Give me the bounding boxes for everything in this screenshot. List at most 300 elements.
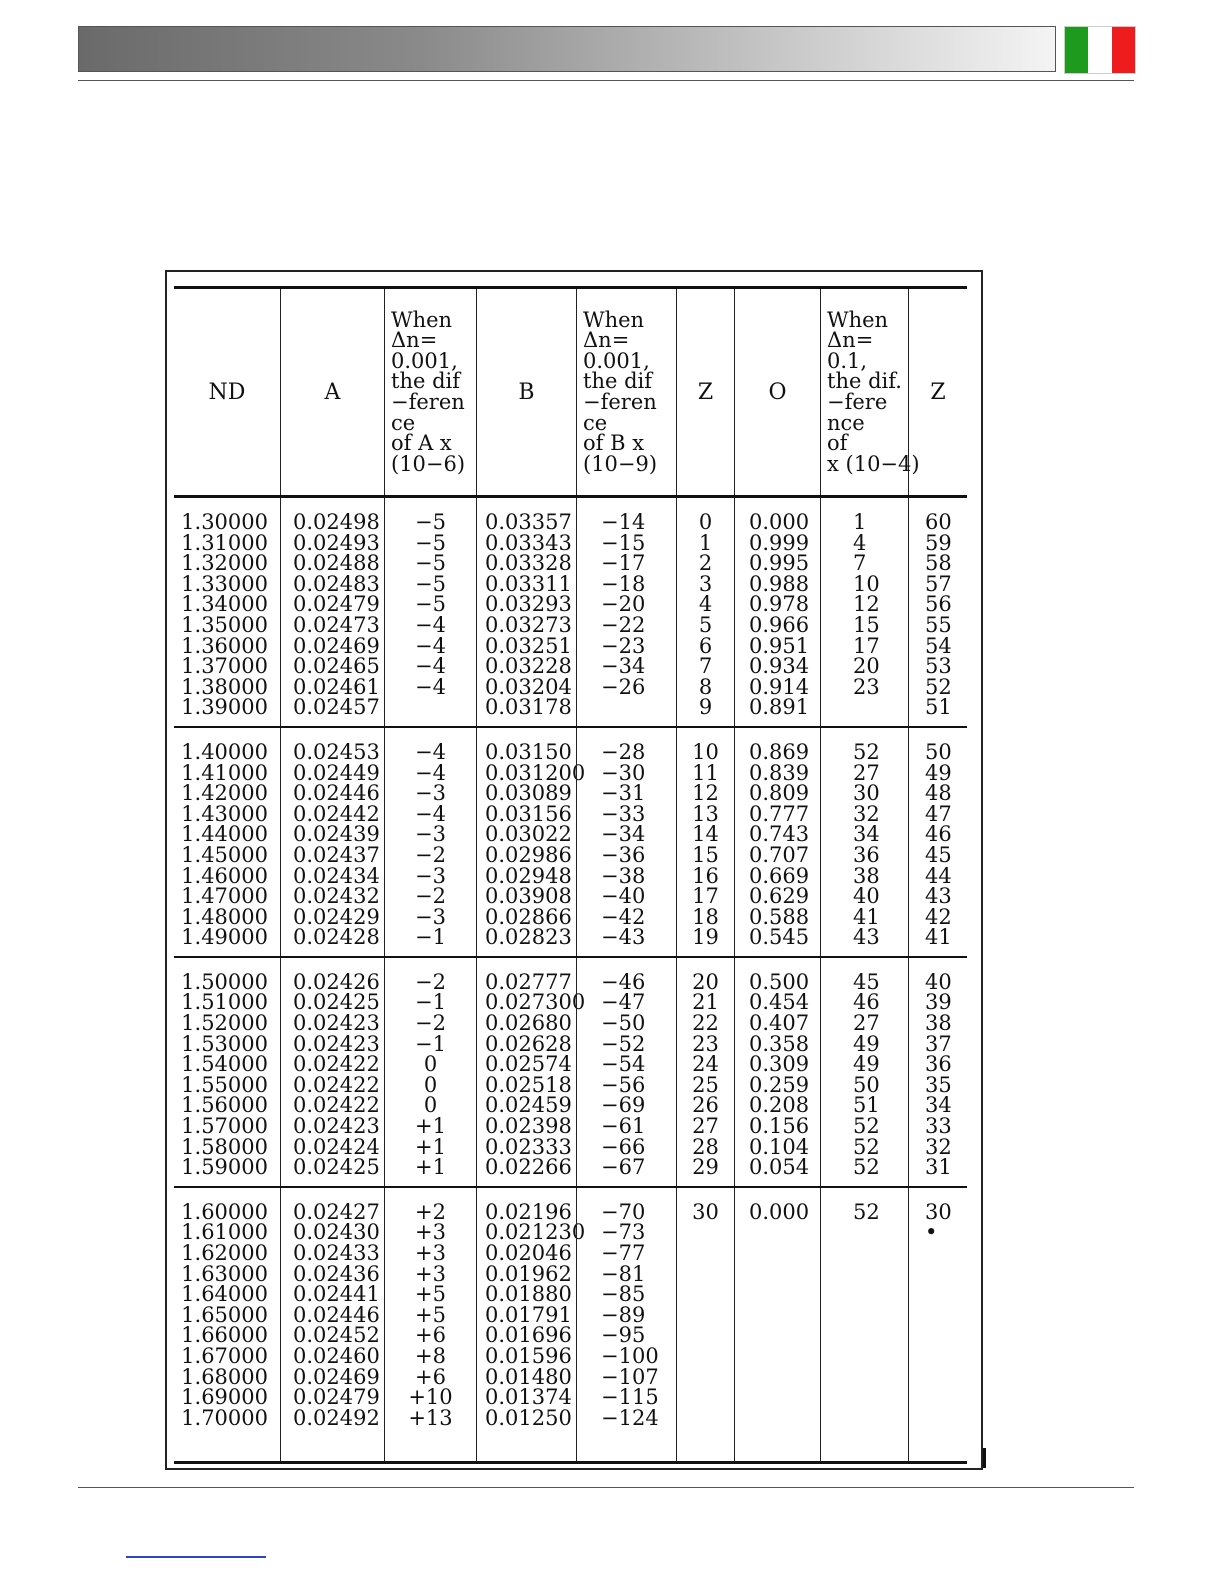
- table-cell: −50: [601, 1011, 646, 1036]
- table-cell: 0.02446: [293, 781, 380, 806]
- table-cell: −5: [415, 530, 446, 555]
- table-cell: 1.42000: [181, 781, 268, 806]
- column-o: [734, 958, 820, 1186]
- table-cell: 0.031200: [485, 760, 586, 785]
- scanned-table-image: [165, 270, 983, 1470]
- table-cell: 0.809: [749, 781, 810, 806]
- table-cell: 0.02473: [293, 612, 380, 637]
- table-cell: −4: [415, 633, 446, 658]
- table-cell: 22: [692, 1011, 719, 1036]
- table-cell: 41: [925, 925, 952, 950]
- table-cell: 37: [925, 1031, 952, 1056]
- table-cell: 0.02434: [293, 863, 380, 888]
- table-cell: 7: [698, 654, 713, 679]
- table-cell: 0.03343: [485, 530, 572, 555]
- table-cell: −4: [415, 654, 446, 679]
- table-cell: −17: [601, 551, 646, 576]
- column-dx: [820, 498, 908, 726]
- table-cell: 0.02428: [293, 925, 380, 950]
- table-cell: −47: [601, 990, 646, 1015]
- table-cell: 0.03251: [485, 633, 572, 658]
- table-cell: 0.02436: [293, 1261, 380, 1286]
- table-cell: 0.02426: [293, 969, 380, 994]
- column-b: [476, 498, 576, 726]
- table-cell: 30: [853, 781, 880, 806]
- table-cell: 0.000: [749, 510, 810, 534]
- header-diff-a-label: When Δn= 0.001, the dif −feren ce of A x (10−6): [391, 307, 466, 476]
- table-cell: 60: [925, 510, 952, 534]
- column-b: [476, 1188, 586, 1461]
- table-cell: 0.02574: [485, 1052, 572, 1077]
- table-cell: 1.66000: [181, 1323, 268, 1348]
- table-cell: 0.02453: [293, 739, 380, 764]
- table-cell: 0.02442: [293, 801, 380, 826]
- table-cell: −5: [415, 592, 446, 617]
- table-cell: +8: [415, 1343, 446, 1368]
- table-cell: −18: [601, 571, 646, 596]
- table-cell: −77: [601, 1241, 646, 1265]
- table-cell: 0.02469: [293, 1364, 380, 1389]
- column-db: [576, 958, 676, 1186]
- table-cell: 54: [925, 633, 952, 658]
- table-cell: 1.33000: [181, 571, 268, 596]
- column-dx: [820, 958, 908, 1186]
- column-db: [576, 728, 676, 956]
- table-cell: −31: [601, 781, 646, 806]
- table-cell: −43: [601, 925, 646, 950]
- table-cell: 0.02423: [293, 1114, 380, 1139]
- table-cell: 0.01480: [485, 1364, 572, 1389]
- column-z2: [908, 728, 967, 956]
- table-cell: +3: [415, 1220, 446, 1245]
- table-cell: 0.02433: [293, 1241, 380, 1265]
- table-cell: −1: [415, 1031, 446, 1056]
- column-a: [280, 958, 384, 1186]
- table-cell: 25: [692, 1072, 719, 1097]
- table-cell: +10: [408, 1385, 453, 1410]
- table-cell: 0.02266: [485, 1155, 572, 1180]
- column-nd: [174, 1188, 280, 1461]
- table-cell: 0.02518: [485, 1072, 572, 1097]
- table-cell: 0.03178: [485, 695, 572, 720]
- table-cell: 0.891: [749, 695, 810, 720]
- table-cell: 30: [925, 1199, 952, 1224]
- table-cell: 0.02449: [293, 760, 380, 785]
- table-cell: 36: [853, 842, 880, 867]
- table-cell: −61: [601, 1114, 646, 1139]
- table-cell: 15: [853, 612, 880, 637]
- table-cell: −56: [601, 1072, 646, 1097]
- table-cell: 1: [853, 510, 867, 534]
- header-z2: [908, 289, 967, 495]
- table-cell: 0.02460: [293, 1343, 380, 1368]
- column-db: [576, 1188, 676, 1461]
- table-cell: +1: [415, 1134, 446, 1159]
- header-diff-b: [576, 289, 676, 495]
- table-cell: 51: [925, 695, 952, 720]
- table-cell: −5: [415, 510, 446, 534]
- table-cell: 45: [925, 842, 952, 867]
- table-cell: 24: [692, 1052, 719, 1077]
- column-b: [476, 958, 586, 1186]
- table-cell: 0.259: [749, 1072, 810, 1097]
- table-cell: 15: [692, 842, 719, 867]
- table-cell: −107: [601, 1364, 659, 1389]
- table-cell: −23: [601, 633, 646, 658]
- table-cell: 0.03022: [485, 822, 572, 847]
- table-cell: 0.777: [749, 801, 810, 826]
- table-cell: 46: [853, 990, 880, 1015]
- header-diff-x-label: When Δn= 0.1, the dif. −fere nce of x (10−4): [827, 307, 920, 476]
- table-cell: −3: [415, 822, 446, 847]
- table-cell: 0: [423, 1072, 438, 1097]
- table-cell: 55: [925, 612, 952, 637]
- table-cell: 20: [692, 969, 719, 994]
- table-cell: 0.743: [749, 822, 810, 847]
- table-cell: 1.58000: [181, 1134, 268, 1159]
- table-cell: −20: [601, 592, 646, 617]
- table-cell: 0.934: [749, 654, 810, 679]
- table-cell: 0.01880: [485, 1282, 572, 1307]
- table-cell: 45: [853, 969, 880, 994]
- table-cell: 1.37000: [181, 654, 268, 679]
- table-cell: 4: [853, 530, 867, 555]
- table-cell: 1.65000: [181, 1302, 268, 1327]
- table-cell: 1.57000: [181, 1114, 268, 1139]
- table-cell: 0.03293: [485, 592, 572, 617]
- table-cell: 1.51000: [181, 990, 268, 1015]
- table-cell: 0.02492: [293, 1405, 380, 1430]
- table-cell: 0.02429: [293, 904, 380, 929]
- header-nd: [174, 289, 280, 495]
- table-cell: 2: [698, 551, 713, 576]
- table-cell: 12: [692, 781, 719, 806]
- column-z: [676, 498, 734, 726]
- table-cell: 1.56000: [181, 1093, 268, 1118]
- table-cell: 53: [925, 654, 952, 679]
- table-cell: 0.208: [749, 1093, 810, 1118]
- table-cell: 7: [853, 551, 867, 576]
- column-nd: [174, 728, 280, 956]
- column-db: [576, 498, 676, 726]
- table-cell: 40: [925, 969, 952, 994]
- table-cell: 0.02446: [293, 1302, 380, 1327]
- table-cell: 0.500: [749, 969, 810, 994]
- table-cell: 0: [423, 1052, 438, 1077]
- table-cell: 0.156: [749, 1114, 810, 1139]
- table-cell: −36: [601, 842, 646, 867]
- table-cell: 49: [853, 1052, 880, 1077]
- column-a: [280, 498, 384, 726]
- table-cell: 1.70000: [181, 1405, 268, 1430]
- table-cell: −124: [601, 1405, 659, 1430]
- table-cell: 4: [698, 592, 713, 617]
- table-cell: 32: [925, 1134, 952, 1159]
- table-cell: −3: [415, 781, 446, 806]
- table-cell: +6: [415, 1364, 446, 1389]
- table-cell: 27: [853, 760, 880, 785]
- table-cell: 0.02628: [485, 1031, 572, 1056]
- table-cell: 0.358: [749, 1031, 810, 1056]
- table-cell: 1.53000: [181, 1031, 268, 1056]
- table-cell: 34: [853, 822, 880, 847]
- table-cell: 11: [692, 760, 719, 785]
- table-cell: 1.50000: [181, 969, 268, 994]
- column-dx: [820, 1188, 908, 1461]
- table-group: [174, 1188, 967, 1461]
- table-cell: 0.02493: [293, 530, 380, 555]
- table-cell: 27: [692, 1114, 719, 1139]
- table-cell: 0.03273: [485, 612, 572, 637]
- table-cell: −4: [415, 674, 446, 699]
- column-da: [384, 1188, 476, 1461]
- table-cell: −42: [601, 904, 646, 929]
- table-cell: 0.966: [749, 612, 810, 637]
- refractive-index-table: [174, 286, 967, 1464]
- table-cell: 0.02439: [293, 822, 380, 847]
- table-cell: 1.40000: [181, 739, 268, 764]
- table-cell: 59: [925, 530, 952, 555]
- table-cell: 0.02398: [485, 1114, 572, 1139]
- table-cell: 0.707: [749, 842, 810, 867]
- header-o-label: O: [768, 379, 787, 405]
- table-cell: −54: [601, 1052, 646, 1077]
- table-cell: 0.669: [749, 863, 810, 888]
- header-diff-a: [384, 289, 476, 495]
- column-o: [734, 1188, 820, 1461]
- table-cell: 0.02432: [293, 884, 380, 909]
- column-z2: [908, 1188, 967, 1461]
- table-cell: 0.02425: [293, 1155, 380, 1180]
- header-divider: [78, 80, 1134, 81]
- table-cell: 0.02461: [293, 674, 380, 699]
- table-cell: −38: [601, 863, 646, 888]
- table-cell: −5: [415, 571, 446, 596]
- table-cell: 35: [925, 1072, 952, 1097]
- footer-divider: [78, 1487, 1134, 1488]
- table-cell: 1.64000: [181, 1282, 268, 1307]
- table-cell: 5: [698, 612, 713, 637]
- table-cell: 0.02483: [293, 571, 380, 596]
- table-cell: 51: [853, 1093, 880, 1118]
- table-cell: 0.01596: [485, 1343, 572, 1368]
- table-cell: 0.629: [749, 884, 810, 909]
- table-cell: 0.02777: [485, 969, 572, 994]
- table-cell: 23: [853, 674, 880, 699]
- table-cell: 0.01962: [485, 1261, 572, 1286]
- table-cell: −28: [601, 739, 646, 764]
- table-cell: −30: [601, 760, 646, 785]
- table-cell: −34: [601, 654, 646, 679]
- column-da: [384, 958, 476, 1186]
- table-cell: 1.31000: [181, 530, 268, 555]
- table-cell: 0.02986: [485, 842, 572, 867]
- table-cell: 0.02452: [293, 1323, 380, 1348]
- flag-stripe-red: [1112, 27, 1135, 73]
- table-cell: 1.48000: [181, 904, 268, 929]
- header-o: [734, 289, 820, 495]
- table-cell: −4: [415, 612, 446, 637]
- table-group: [174, 958, 967, 1188]
- table-cell: −67: [601, 1155, 646, 1180]
- table-cell: 44: [925, 863, 952, 888]
- table-cell: 43: [925, 884, 952, 909]
- table-cell: 56: [925, 592, 952, 617]
- header-z: [676, 289, 734, 495]
- column-o: [734, 728, 820, 956]
- table-cell: 1.38000: [181, 674, 268, 699]
- table-cell: 28: [692, 1134, 719, 1159]
- table-cell: 52: [853, 1155, 880, 1180]
- table-cell: 0.02498: [293, 510, 380, 534]
- table-cell: 38: [853, 863, 880, 888]
- table-cell: 49: [925, 760, 952, 785]
- table-cell: 1.34000: [181, 592, 268, 617]
- table-cell: 14: [692, 822, 719, 847]
- table-cell: 0.02046: [485, 1241, 572, 1265]
- table-group: [174, 498, 967, 728]
- table-cell: 19: [692, 925, 719, 950]
- table-cell: 0: [423, 1093, 438, 1118]
- column-nd: [174, 958, 280, 1186]
- column-nd: [174, 498, 280, 726]
- table-cell: 8: [698, 674, 713, 699]
- table-cell: 0.999: [749, 530, 810, 555]
- footer-link-underline[interactable]: [126, 1556, 266, 1558]
- table-cell: 52: [853, 739, 880, 764]
- table-cell: 26: [692, 1093, 719, 1118]
- table-cell: 34: [925, 1093, 952, 1118]
- table-cell: −34: [601, 822, 646, 847]
- table-cell: 0.03357: [485, 510, 572, 534]
- table-cell: −95: [601, 1323, 646, 1348]
- table-cell: 0.021230: [485, 1220, 586, 1245]
- table-cell: 43: [853, 925, 880, 950]
- table-cell: 0.951: [749, 633, 810, 658]
- table-cell: 0.02423: [293, 1031, 380, 1056]
- table-cell: 0.588: [749, 904, 810, 929]
- table-cell: 0.02479: [293, 592, 380, 617]
- table-cell: −66: [601, 1134, 646, 1159]
- table-cell: −46: [601, 969, 646, 994]
- table-cell: 1.61000: [181, 1220, 268, 1245]
- table-cell: 10: [853, 571, 880, 596]
- table-cell: 40: [853, 884, 880, 909]
- table-cell: 0.03228: [485, 654, 572, 679]
- table-cell: −3: [415, 863, 446, 888]
- table-cell: −89: [601, 1302, 646, 1327]
- table-cell: 0.02680: [485, 1011, 572, 1036]
- table-cell: +3: [415, 1261, 446, 1286]
- table-cell: −14: [601, 510, 646, 534]
- table-cell: 0.03311: [485, 571, 572, 596]
- table-cell: 0.01250: [485, 1405, 572, 1430]
- table-cell: +13: [408, 1405, 453, 1430]
- table-cell: 52: [853, 1114, 880, 1139]
- table-cell: 0.309: [749, 1052, 810, 1077]
- table-cell: 0.02459: [485, 1093, 572, 1118]
- table-cell: 0.02488: [293, 551, 380, 576]
- table-cell: −1: [415, 990, 446, 1015]
- table-cell: 1.68000: [181, 1364, 268, 1389]
- table-cell: −1: [415, 925, 446, 950]
- table-cell: 0.02441: [293, 1282, 380, 1307]
- table-cell: 1.36000: [181, 633, 268, 658]
- table-cell: 0.02469: [293, 633, 380, 658]
- header-diff-x: [820, 289, 920, 495]
- table-cell: 0.988: [749, 571, 810, 596]
- table-cell: 17: [692, 884, 719, 909]
- table-cell: 0.02333: [485, 1134, 572, 1159]
- table-cell: 0.02422: [293, 1052, 380, 1077]
- table-cell: 0.02479: [293, 1385, 380, 1410]
- table-cell: 0.02425: [293, 990, 380, 1015]
- table-cell: +2: [415, 1199, 446, 1224]
- table-cell: −3: [415, 904, 446, 929]
- header-bar: [78, 26, 1056, 72]
- table-cell: 0.02465: [293, 654, 380, 679]
- table-cell: 1.54000: [181, 1052, 268, 1077]
- table-cell: 0.01791: [485, 1302, 572, 1327]
- table-cell: 0.978: [749, 592, 810, 617]
- table-cell: 0.027300: [485, 990, 586, 1015]
- table-cell: 0.869: [749, 739, 810, 764]
- table-cell: −115: [601, 1385, 659, 1410]
- header-a: [280, 289, 384, 495]
- table-cell: 6: [698, 633, 713, 658]
- column-z2: [908, 958, 967, 1186]
- table-cell: 0.03150: [485, 739, 572, 764]
- table-cell: 18: [692, 904, 719, 929]
- table-cell: 13: [692, 801, 719, 826]
- table-cell: 38: [925, 1011, 952, 1036]
- table-cell: 50: [853, 1072, 880, 1097]
- column-dx: [820, 728, 908, 956]
- table-cell: 57: [925, 571, 952, 596]
- table-cell: 3: [698, 571, 713, 596]
- table-cell: 0.02423: [293, 1011, 380, 1036]
- header-z2-label: Z: [930, 379, 946, 405]
- header-diff-b-label: When Δn= 0.001, the dif −feren ce of B x (10−9): [583, 307, 658, 476]
- table-cell: +5: [415, 1302, 446, 1327]
- table-cell: 1.32000: [181, 551, 268, 576]
- table-cell: 39: [925, 990, 952, 1015]
- table-cell: 21: [692, 990, 719, 1015]
- table-cell: 1.46000: [181, 863, 268, 888]
- table-cell: 1.49000: [181, 925, 268, 950]
- table-cell: −15: [601, 530, 646, 555]
- table-cell: 0.01374: [485, 1385, 572, 1410]
- column-da: [384, 728, 476, 956]
- table-cell: 0.104: [749, 1134, 810, 1159]
- table-cell: 0.03156: [485, 801, 572, 826]
- table-cell: +5: [415, 1282, 446, 1307]
- table-cell: −85: [601, 1282, 646, 1307]
- table-cell: 1.52000: [181, 1011, 268, 1036]
- table-cell: 0.02437: [293, 842, 380, 867]
- header-nd-label: ND: [208, 379, 246, 405]
- table-cell: 1.44000: [181, 822, 268, 847]
- table-cell: 52: [853, 1199, 880, 1224]
- table-cell: −22: [601, 612, 646, 637]
- table-cell: 33: [925, 1114, 952, 1139]
- table-cell: 36: [925, 1052, 952, 1077]
- table-cell: 1.39000: [181, 695, 268, 720]
- flag-stripe-green: [1065, 27, 1088, 73]
- scan-edge-mark: [983, 1448, 986, 1468]
- table-cell: 10: [692, 739, 719, 764]
- table-cell: −73: [601, 1220, 646, 1245]
